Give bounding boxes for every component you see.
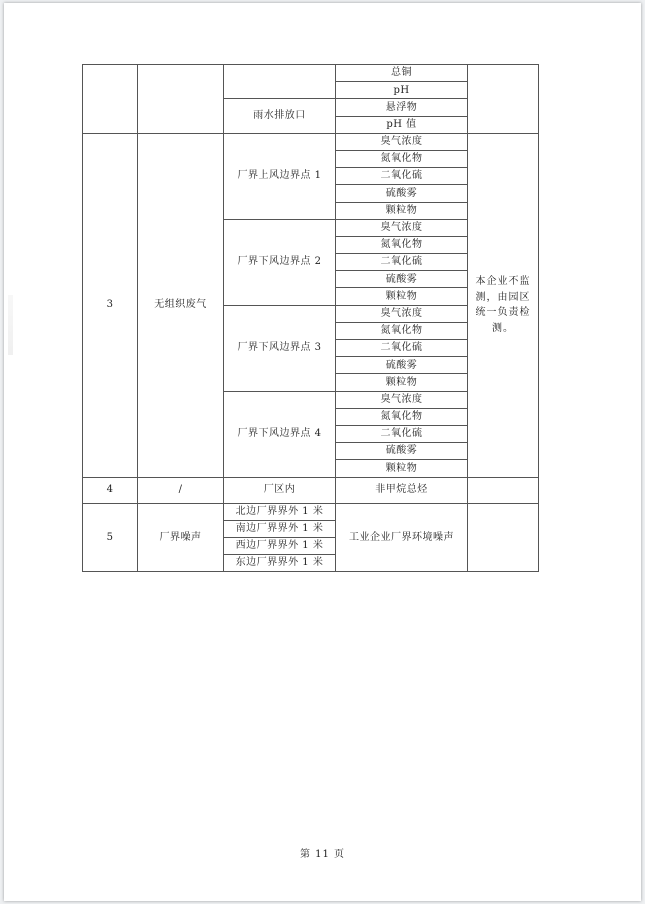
cell-note-empty [468,503,539,572]
cell-item: 二氧化硫 [336,168,468,185]
cell-point: 厂界下风边界点 3 [224,305,336,391]
cell-item: 氮氧化物 [336,408,468,425]
page-number: 第 11 页 [299,849,346,860]
cell-no: 5 [83,503,138,572]
cell-item: 硫酸雾 [336,357,468,374]
cell-item: 颗粒物 [336,202,468,219]
cell-item: 二氧化硫 [336,254,468,271]
cell-point: 厂界上风边界点 1 [224,133,336,219]
cell-item: 氮氧化物 [336,150,468,167]
cell-no-empty [83,65,138,134]
cell-category: 厂界噪声 [138,503,224,572]
scan-edge-mark [8,295,13,355]
cell-item: 氮氧化物 [336,236,468,253]
cell-no: 4 [83,477,138,503]
cell-point-empty [224,65,336,99]
cell-item: 颗粒物 [336,374,468,391]
cell-no: 3 [83,133,138,477]
cell-category-empty [138,65,224,134]
cell-item: 颗粒物 [336,460,468,477]
cell-note-empty [468,477,539,503]
cell-item: 二氧化硫 [336,340,468,357]
cell-item: pH [336,82,468,99]
cell-point: 厂界下风边界点 2 [224,219,336,305]
cell-item: 非甲烷总烃 [336,477,468,503]
cell-note: 本企业不监测，由园区统一负责检测。 [468,133,539,477]
document-page [4,3,641,901]
cell-point: 西边厂界界外 1 米 [224,537,336,554]
cell-point: 厂界下风边界点 4 [224,391,336,477]
cell-item: 臭气浓度 [336,305,468,322]
cell-point: 北边厂界界外 1 米 [224,503,336,520]
cell-item: 颗粒物 [336,288,468,305]
cell-point: 南边厂界界外 1 米 [224,520,336,537]
cell-category: 无组织废气 [138,133,224,477]
cell-item: 二氧化硫 [336,425,468,442]
cell-item: 硫酸雾 [336,185,468,202]
cell-item: pH 值 [336,116,468,133]
cell-point-rain-outlet: 雨水排放口 [224,99,336,133]
cell-item: 臭气浓度 [336,391,468,408]
cell-note-empty [468,65,539,134]
cell-item: 硫酸雾 [336,443,468,460]
cell-item: 工业企业厂界环境噪声 [336,503,468,572]
cell-category: / [138,477,224,503]
cell-item: 臭气浓度 [336,219,468,236]
monitoring-table [82,64,539,572]
cell-item: 总铜 [336,65,468,82]
cell-item: 氮氧化物 [336,322,468,339]
cell-point: 厂区内 [224,477,336,503]
cell-point: 东边厂界界外 1 米 [224,555,336,572]
cell-item: 硫酸雾 [336,271,468,288]
cell-item: 臭气浓度 [336,133,468,150]
cell-item: 悬浮物 [336,99,468,116]
